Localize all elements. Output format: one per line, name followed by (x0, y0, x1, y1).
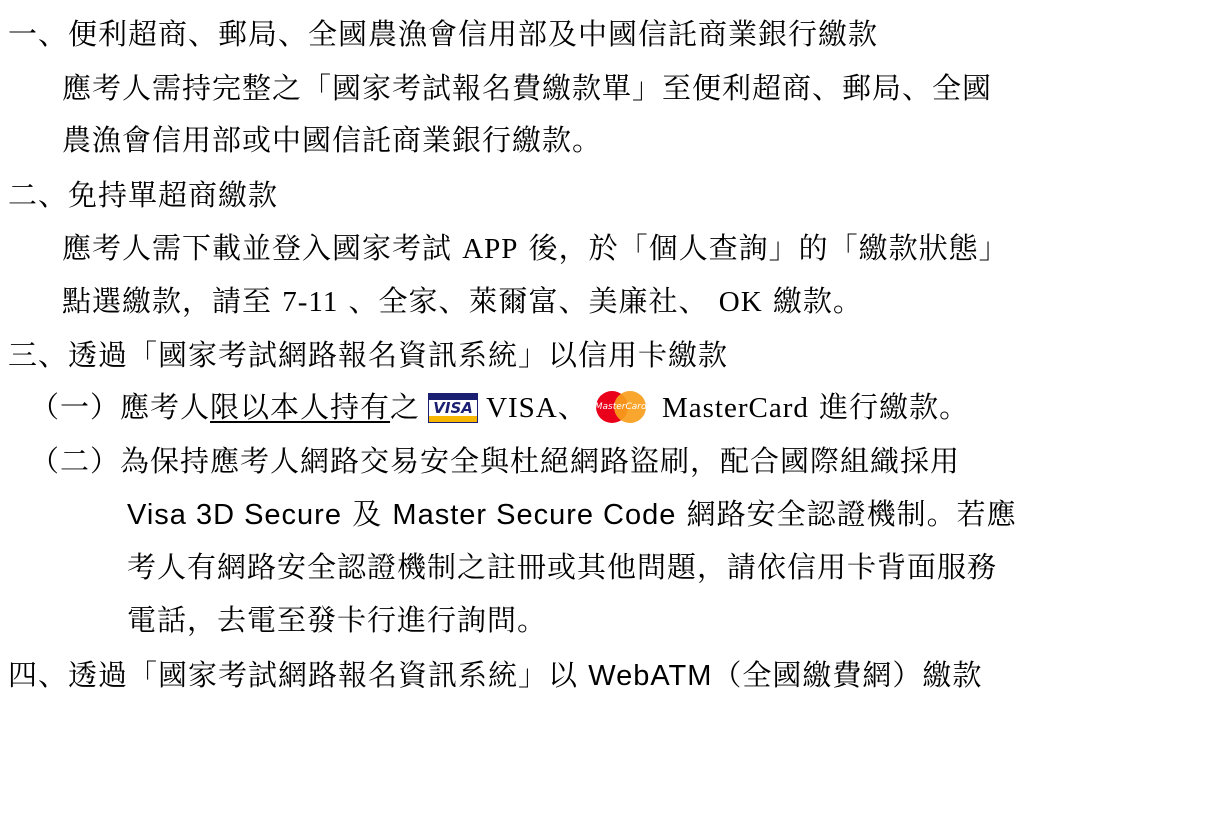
section-4-heading (8, 655, 982, 696)
visa-3d-secure-term: Visa 3D Secure (127, 499, 342, 531)
section-1-body-line-1: 應考人需持完整之「國家考試報名費繳款單」至便利超商、郵局、全國 (62, 71, 993, 105)
store-code-7-11: 7-11 (282, 286, 339, 318)
section-3-sub-2-line-3: 考人有網路安全認證機制之註冊或其他問題，請依信用卡背面服務 (127, 550, 998, 584)
sub-1-marker: （一） (30, 390, 121, 424)
section-2-body-line-2 (62, 281, 863, 322)
app-term: APP (462, 233, 519, 265)
section-2-body-line-1 (62, 228, 1009, 269)
sub-1-tail: 進行繳款。 (819, 390, 970, 424)
section-1-body-line-2: 農漁會信用部或中國信託商業銀行繳款。 (62, 123, 603, 157)
sub-2-line-2-tail: 網路安全認證機制。若應 (686, 497, 1017, 531)
section-2-body-2-text-c: 繳款。 (772, 284, 863, 318)
webatm-term: WebATM (588, 660, 713, 692)
section-3-heading: 三、透過「國家考試網路報名資訊系統」以信用卡繳款 (8, 338, 729, 372)
store-code-ok: OK (718, 286, 763, 318)
section-4-text-b: （全國繳費網）繳款 (712, 658, 983, 692)
section-2-body-2-text-a: 點選繳款，請至 (62, 284, 273, 318)
section-2-body-1-text-b: 後，於「個人查詢」的「繳款狀態」 (528, 231, 1009, 265)
mastercard-logo-text: MasterCard (594, 402, 647, 412)
mastercard-logo-icon (596, 391, 646, 423)
sub-1-separator: 、 (557, 390, 588, 424)
visa-logo-text: VISA (433, 399, 473, 417)
sub-2-and: 及 (352, 497, 383, 531)
mastercard-label: MasterCard (661, 392, 809, 424)
section-4-text-a: 四、透過「國家考試網路報名資訊系統」以 (8, 658, 579, 692)
sub-2-line-1: 為保持應考人網路交易安全與杜絕網路盜刷，配合國際組織採用 (120, 444, 961, 478)
section-3-sub-2-line-4: 電話，去電至發卡行進行詢問。 (127, 603, 548, 637)
visa-logo-icon (428, 393, 478, 423)
section-3-sub-2 (30, 441, 960, 481)
sub-1-text-b: 之 (390, 390, 421, 424)
section-2-heading: 二、免持單超商繳款 (8, 178, 279, 212)
master-secure-code-term: Master Secure Code (392, 499, 677, 531)
section-2-body-2-text-b: 、全家、萊爾富、美廉社、 (348, 284, 709, 318)
own-card-only-underlined: 限以本人持有 (210, 390, 391, 424)
sub-1-text-a: 應考人 (120, 390, 211, 424)
section-3-sub-2-line-2 (127, 494, 1017, 535)
section-1-heading: 一、便利超商、郵局、全國農漁會信用部及中國信託商業銀行繳款 (8, 17, 879, 51)
section-3-sub-1 (30, 387, 969, 428)
sub-2-marker: （二） (30, 444, 121, 478)
section-2-body-1-text-a: 應考人需下載並登入國家考試 (62, 231, 453, 265)
visa-label: VISA (486, 392, 558, 424)
